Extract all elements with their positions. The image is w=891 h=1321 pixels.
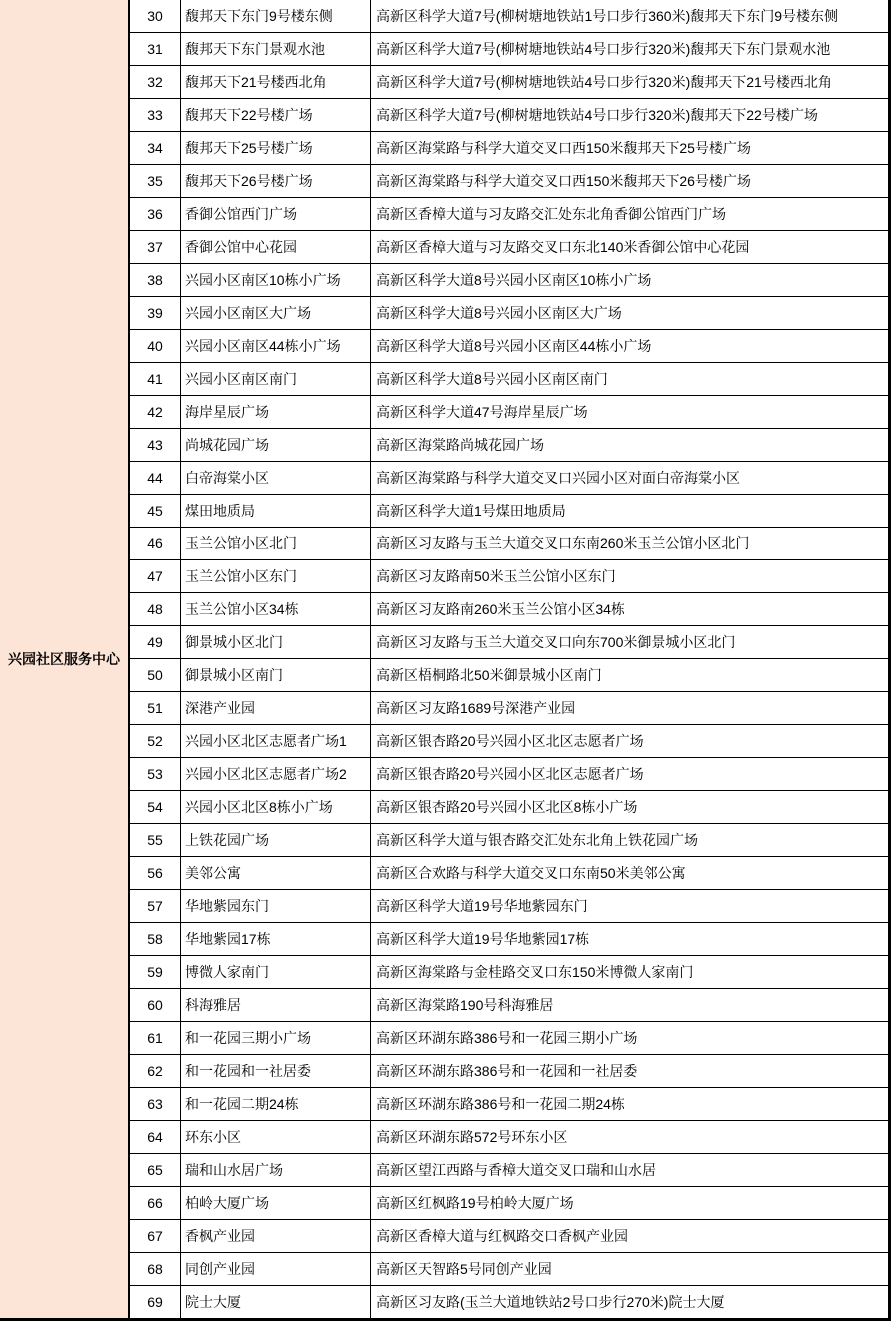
site-address-cell: 高新区习友路南50米玉兰公馆小区东门: [376, 568, 616, 585]
table-row: [130, 1187, 888, 1220]
row-number-cell: 52: [130, 725, 181, 757]
site-address-cell: 高新区科学大道7号(柳树塘地铁站4号口步行320米)馥邦天下东门景观水池: [376, 40, 831, 57]
table-row: [130, 923, 888, 956]
site-address-cell: 高新区科学大道1号煤田地质局: [376, 502, 566, 519]
site-name-cell: 玉兰公馆小区东门: [181, 560, 371, 592]
row-number-cell: 58: [130, 923, 181, 955]
site-name-cell: 博微人家南门: [181, 956, 371, 988]
table-row: [130, 659, 888, 692]
site-name-cell: 馥邦天下26号楼广场: [181, 165, 371, 197]
table-row: [130, 99, 888, 132]
site-name-cell: 兴园小区南区南门: [181, 363, 371, 395]
site-address-cell: 高新区科学大道8号兴园小区南区大广场: [376, 304, 622, 321]
site-name-cell: 华地紫园17栋: [181, 923, 371, 955]
table-row: [130, 626, 888, 659]
site-name-cell: 兴园小区南区大广场: [181, 297, 371, 329]
row-number-cell: 45: [130, 495, 181, 527]
table-row: [130, 462, 888, 495]
table-row: [130, 330, 888, 363]
row-number-cell: 69: [130, 1286, 181, 1318]
row-number-cell: 32: [130, 66, 181, 98]
site-name-cell: 和一花园三期小广场: [181, 1022, 371, 1054]
table-row: [130, 0, 888, 33]
table-row: [130, 66, 888, 99]
row-number-cell: 34: [130, 132, 181, 164]
site-name-cell: 同创产业园: [181, 1253, 371, 1285]
site-address-cell: 高新区红枫路19号柏岭大厦广场: [376, 1194, 574, 1211]
table-row: [130, 165, 888, 198]
site-name-cell: 和一花园和一社居委: [181, 1055, 371, 1087]
site-name-cell: 馥邦天下东门9号楼东侧: [181, 0, 371, 32]
site-address-cell: 高新区科学大道8号兴园小区南区44栋小广场: [376, 337, 652, 354]
table-row: [130, 264, 888, 297]
table-row: [130, 495, 888, 528]
site-name-cell: 深港产业园: [181, 692, 371, 724]
row-number-cell: 65: [130, 1154, 181, 1186]
site-address-cell: 高新区习友路(玉兰大道地铁站2号口步行270米)院士大厦: [376, 1293, 725, 1310]
table-row: [130, 857, 888, 890]
site-name-cell: 兴园小区北区志愿者广场2: [181, 758, 371, 790]
site-address-cell: 高新区习友路1689号深港产业园: [376, 700, 576, 717]
row-number-cell: 53: [130, 758, 181, 790]
row-number-cell: 40: [130, 330, 181, 362]
community-name-cell: [0, 0, 128, 1318]
table-row: [130, 989, 888, 1022]
site-address-cell: 高新区银杏路20号兴园小区北区志愿者广场: [376, 733, 644, 750]
table-row: [130, 1121, 888, 1154]
table-row: [130, 560, 888, 593]
table-body: [130, 0, 888, 1318]
site-name-cell: 香枫产业园: [181, 1220, 371, 1252]
table-row: [130, 1154, 888, 1187]
table-row: [130, 725, 888, 758]
site-address-cell: 高新区合欢路与科学大道交叉口东南50米美邻公寓: [376, 865, 686, 882]
row-number-cell: 36: [130, 198, 181, 230]
table-row: [130, 1253, 888, 1286]
site-name-cell: 煤田地质局: [181, 495, 371, 527]
site-address-cell: 高新区习友路与玉兰大道交叉口向东700米御景城小区北门: [376, 634, 736, 651]
row-number-cell: 56: [130, 857, 181, 889]
row-number-cell: 57: [130, 890, 181, 922]
table-row: [130, 1220, 888, 1253]
row-number-cell: 46: [130, 528, 181, 560]
site-name-cell: 华地紫园东门: [181, 890, 371, 922]
row-number-cell: 35: [130, 165, 181, 197]
row-number-cell: 49: [130, 626, 181, 658]
site-address-cell: 高新区科学大道47号海岸星辰广场: [376, 403, 588, 420]
site-address-cell: 高新区海棠路尚城花园广场: [376, 436, 544, 453]
table-row: [130, 1022, 888, 1055]
site-name-cell: 兴园小区北区志愿者广场1: [181, 725, 371, 757]
site-address-cell: 高新区科学大道7号(柳树塘地铁站1号口步行360米)馥邦天下东门9号楼东侧: [376, 7, 839, 24]
table-row: [130, 791, 888, 824]
row-number-cell: 60: [130, 989, 181, 1021]
site-name-cell: 玉兰公馆小区34栋: [181, 593, 371, 625]
row-number-cell: 37: [130, 231, 181, 263]
site-address-cell: 高新区香樟大道与习友路交叉口东北140米香御公馆中心花园: [376, 238, 750, 255]
site-name-cell: 香御公馆中心花园: [181, 231, 371, 263]
site-name-cell: 美邻公寓: [181, 857, 371, 889]
site-name-cell: 兴园小区南区44栋小广场: [181, 330, 371, 362]
row-number-cell: 51: [130, 692, 181, 724]
site-name-cell: 御景城小区南门: [181, 659, 371, 691]
table-row: [130, 132, 888, 165]
row-number-cell: 31: [130, 33, 181, 65]
site-name-cell: 瑞和山水居广场: [181, 1154, 371, 1186]
table-row: [130, 956, 888, 989]
site-address-cell: 高新区科学大道与银杏路交汇处东北角上铁花园广场: [376, 832, 698, 849]
site-name-cell: 兴园小区北区8栋小广场: [181, 791, 371, 823]
row-number-cell: 30: [130, 0, 181, 32]
site-address-cell: 高新区海棠路与科学大道交叉口兴园小区对面白帝海棠小区: [376, 469, 740, 486]
site-name-cell: 上铁花园广场: [181, 824, 371, 856]
row-number-cell: 48: [130, 593, 181, 625]
site-address-cell: 高新区环湖东路572号环东小区: [376, 1128, 568, 1145]
table-row: [130, 692, 888, 725]
site-name-cell: 馥邦天下东门景观水池: [181, 33, 371, 65]
site-name-cell: 和一花园二期24栋: [181, 1088, 371, 1120]
table-row: [130, 1055, 888, 1088]
site-address-cell: 高新区环湖东路386号和一花园二期24栋: [376, 1095, 625, 1112]
site-address-cell: 高新区环湖东路386号和一花园三期小广场: [376, 1030, 638, 1047]
site-address-cell: 高新区科学大道7号(柳树塘地铁站4号口步行320米)馥邦天下22号楼广场: [376, 106, 818, 123]
site-name-cell: 海岸星辰广场: [181, 396, 371, 428]
site-name-cell: 环东小区: [181, 1121, 371, 1153]
row-number-cell: 59: [130, 956, 181, 988]
site-name-cell: 香御公馆西门广场: [181, 198, 371, 230]
site-address-cell: 高新区习友路南260米玉兰公馆小区34栋: [376, 601, 625, 618]
site-address-cell: 高新区香樟大道与红枫路交口香枫产业园: [376, 1227, 628, 1244]
row-number-cell: 41: [130, 363, 181, 395]
site-address-cell: 高新区科学大道19号华地紫园东门: [376, 898, 588, 915]
row-number-cell: 62: [130, 1055, 181, 1087]
row-number-cell: 68: [130, 1253, 181, 1285]
site-name-cell: 院士大厦: [181, 1286, 371, 1318]
row-number-cell: 38: [130, 264, 181, 296]
table-row: [130, 33, 888, 66]
row-number-cell: 54: [130, 791, 181, 823]
sites-table: [128, 0, 891, 1318]
table-row: [130, 1286, 888, 1318]
table-row: [130, 528, 888, 561]
site-name-cell: 馥邦天下22号楼广场: [181, 99, 371, 131]
site-address-cell: 高新区海棠路与科学大道交叉口西150米馥邦天下25号楼广场: [376, 139, 751, 156]
row-number-cell: 67: [130, 1220, 181, 1252]
row-number-cell: 42: [130, 396, 181, 428]
site-address-cell: 高新区海棠路190号科海雅居: [376, 997, 554, 1014]
community-name-label: 兴园社区服务中心: [8, 651, 120, 667]
row-number-cell: 33: [130, 99, 181, 131]
site-name-cell: 馥邦天下25号楼广场: [181, 132, 371, 164]
table-row: [130, 297, 888, 330]
table-row: [130, 429, 888, 462]
site-address-cell: 高新区科学大道7号(柳树塘地铁站4号口步行320米)馥邦天下21号楼西北角: [376, 73, 832, 90]
table-row: [130, 758, 888, 791]
table-row: [130, 824, 888, 857]
site-name-cell: 玉兰公馆小区北门: [181, 528, 371, 560]
site-name-cell: 御景城小区北门: [181, 626, 371, 658]
row-number-cell: 64: [130, 1121, 181, 1153]
site-address-cell: 高新区习友路与玉兰大道交叉口东南260米玉兰公馆小区北门: [376, 535, 750, 552]
row-number-cell: 63: [130, 1088, 181, 1120]
table-row: [130, 198, 888, 231]
site-address-cell: 高新区海棠路与科学大道交叉口西150米馥邦天下26号楼广场: [376, 172, 751, 189]
site-name-cell: 兴园小区南区10栋小广场: [181, 264, 371, 296]
site-address-cell: 高新区银杏路20号兴园小区北区8栋小广场: [376, 799, 638, 816]
site-address-cell: 高新区科学大道19号华地紫园17栋: [376, 931, 590, 948]
row-number-cell: 61: [130, 1022, 181, 1054]
site-name-cell: 尚城花园广场: [181, 429, 371, 461]
row-number-cell: 55: [130, 824, 181, 856]
table-row: [130, 890, 888, 923]
site-name-cell: 科海雅居: [181, 989, 371, 1021]
site-address-cell: 高新区银杏路20号兴园小区北区志愿者广场: [376, 766, 644, 783]
site-address-cell: 高新区梧桐路北50米御景城小区南门: [376, 667, 602, 684]
site-address-cell: 高新区香樟大道与习友路交汇处东北角香御公馆西门广场: [376, 205, 726, 222]
table-row: [130, 593, 888, 626]
site-address-cell: 高新区海棠路与金桂路交叉口东150米博微人家南门: [376, 964, 694, 981]
table-row: [130, 363, 888, 396]
site-name-cell: 白帝海棠小区: [181, 462, 371, 494]
row-number-cell: 66: [130, 1187, 181, 1219]
site-address-cell: 高新区环湖东路386号和一花园和一社居委: [376, 1062, 638, 1079]
row-number-cell: 39: [130, 297, 181, 329]
row-number-cell: 43: [130, 429, 181, 461]
row-number-cell: 47: [130, 560, 181, 592]
row-number-cell: 44: [130, 462, 181, 494]
site-address-cell: 高新区科学大道8号兴园小区南区南门: [376, 370, 608, 387]
site-name-cell: 柏岭大厦广场: [181, 1187, 371, 1219]
row-number-cell: 50: [130, 659, 181, 691]
site-name-cell: 馥邦天下21号楼西北角: [181, 66, 371, 98]
table-row: [130, 1088, 888, 1121]
site-address-cell: 高新区望江西路与香樟大道交叉口瑞和山水居: [376, 1161, 656, 1178]
table-row: [130, 231, 888, 264]
table-row: [130, 396, 888, 429]
site-address-cell: 高新区科学大道8号兴园小区南区10栋小广场: [376, 271, 652, 288]
site-address-cell: 高新区天智路5号同创产业园: [376, 1260, 552, 1277]
